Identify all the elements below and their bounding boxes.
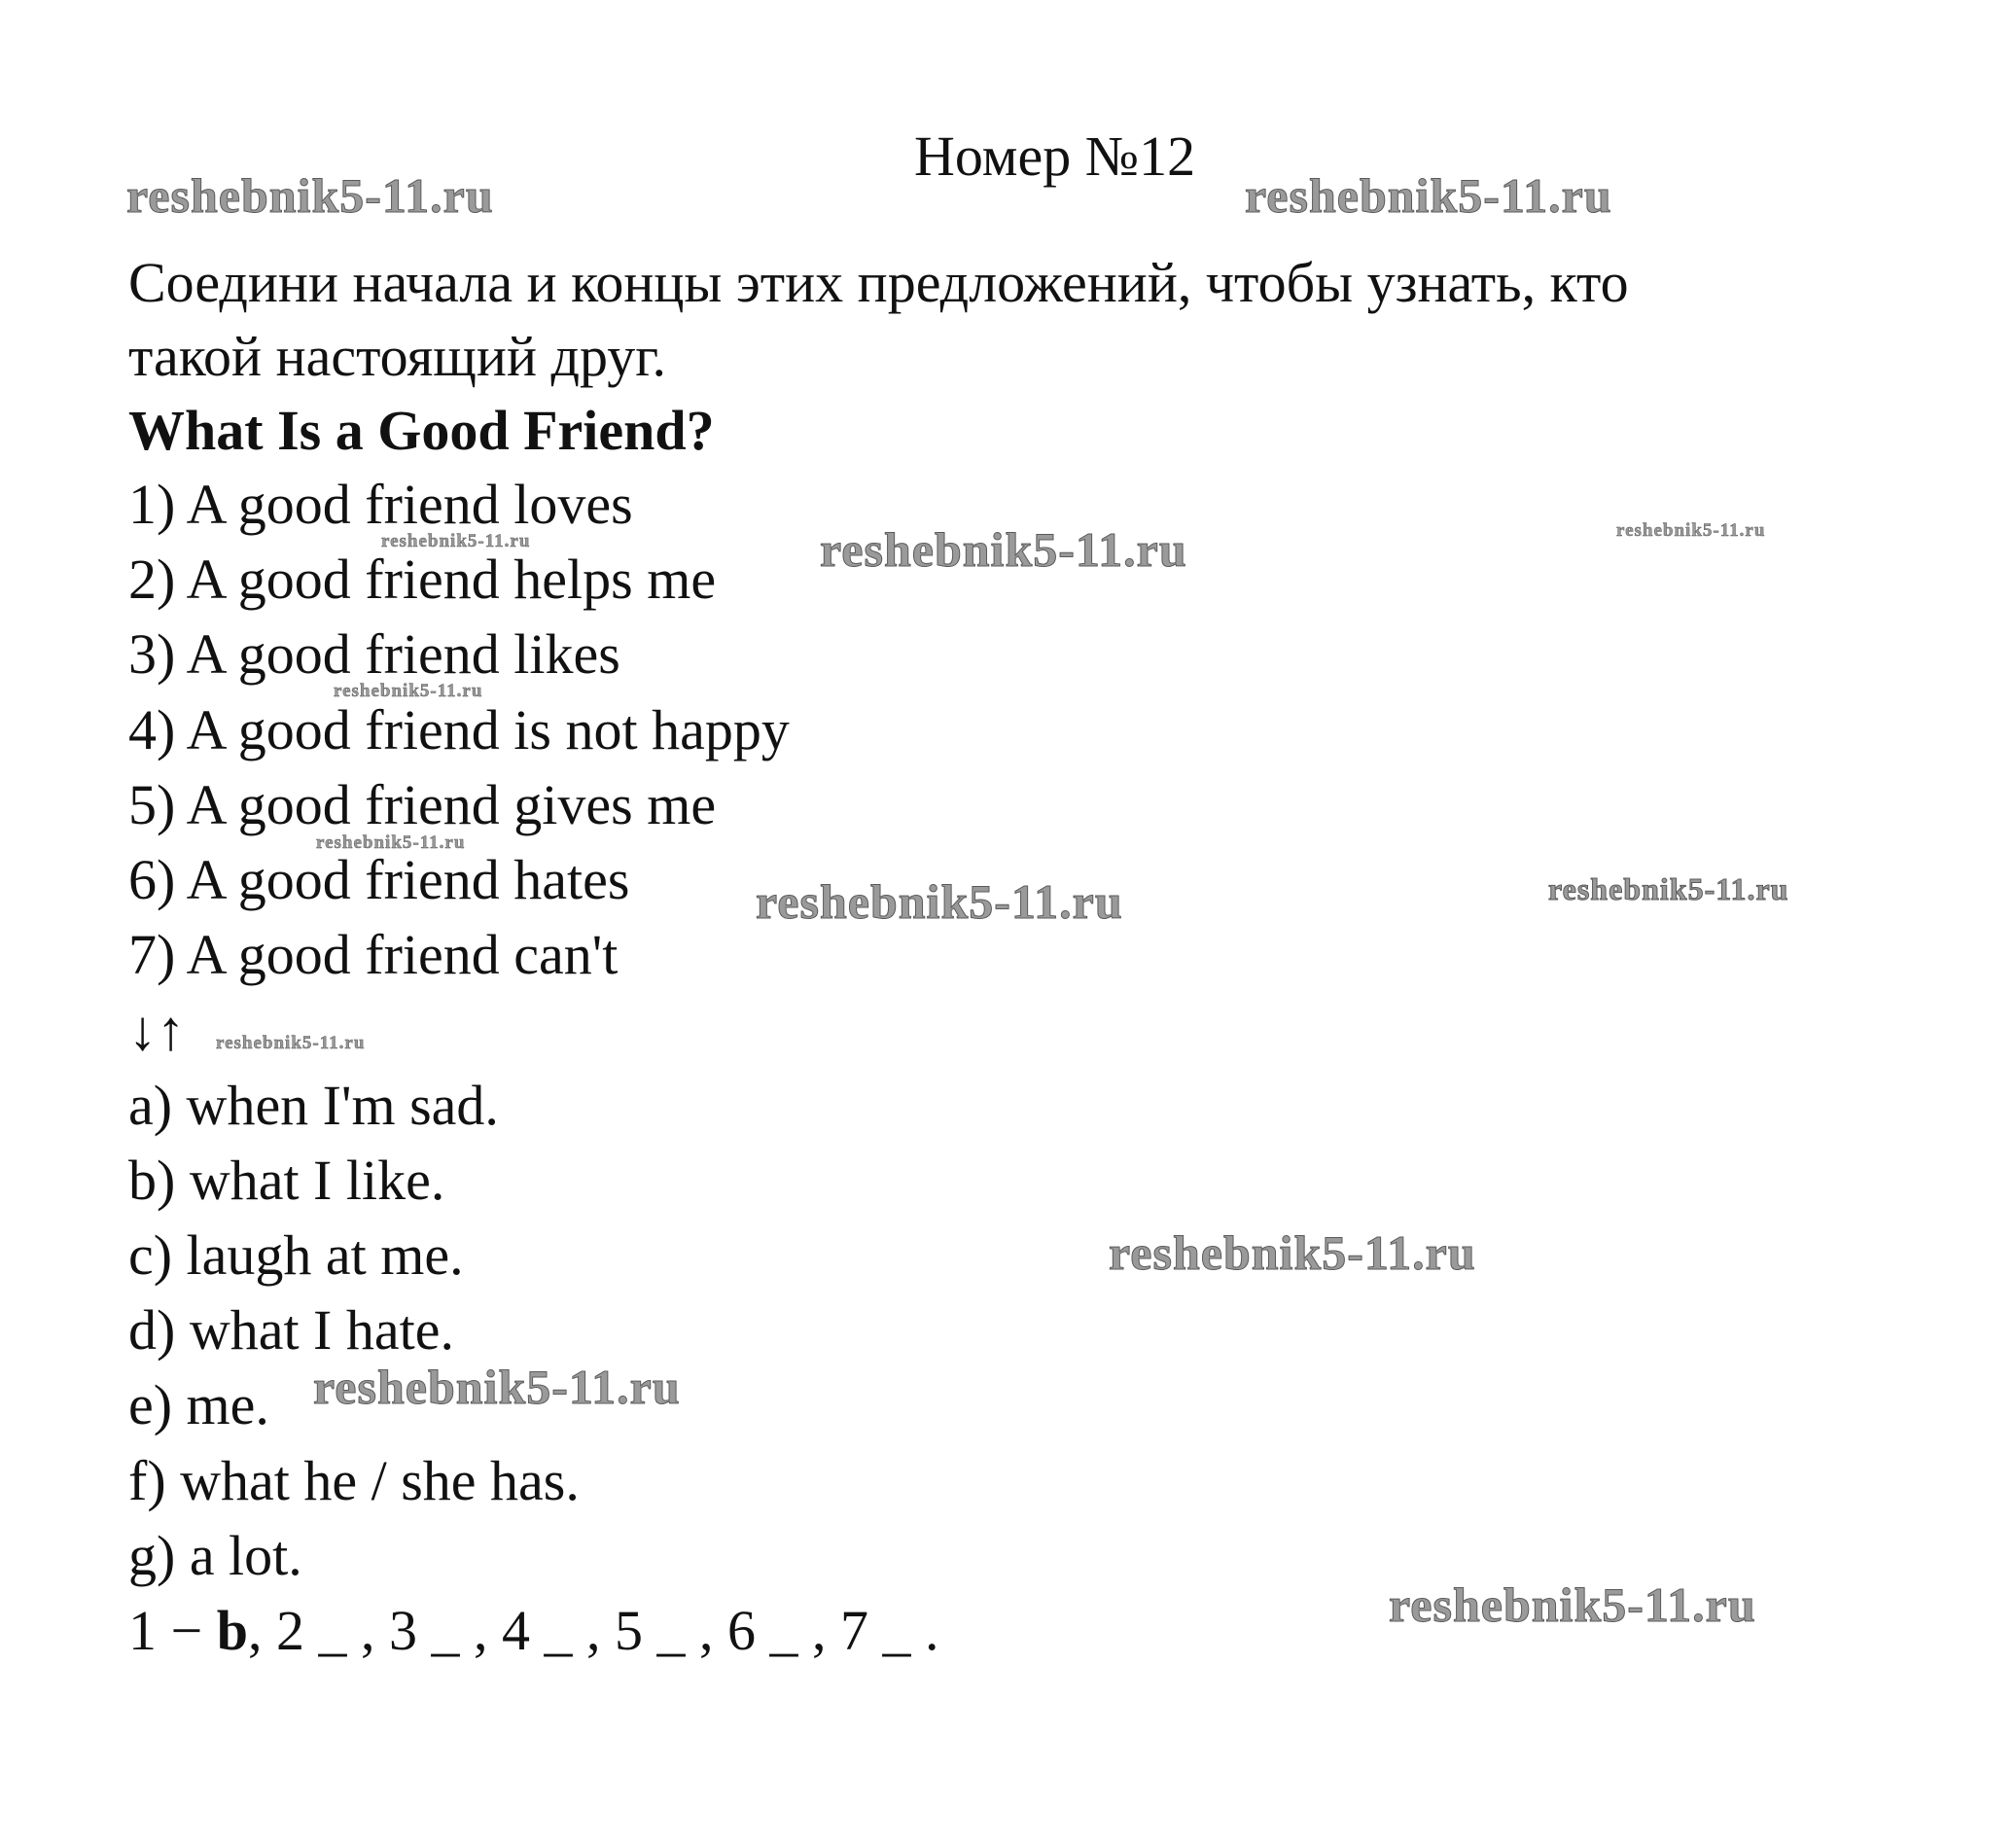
page-title: Номер №12: [914, 124, 1196, 188]
watermark: reshebnik5-11.ru: [381, 531, 531, 551]
answer-bold: b: [216, 1599, 248, 1662]
answer-rest: , 2 _ , 3 _ , 4 _ , 5 _ , 6 _ , 7 _ .: [247, 1599, 939, 1662]
beginning-item-5: 5) A good friend gives me: [128, 773, 717, 836]
watermark: reshebnik5-11.ru: [756, 874, 1123, 929]
watermark: reshebnik5-11.ru: [126, 168, 494, 223]
answer-prefix: 1 −: [128, 1599, 217, 1662]
beginning-item-4: 4) A good friend is not happy: [128, 698, 790, 761]
beginning-item-6: 6) A good friend hates: [128, 848, 630, 911]
ending-item-e: e) me.: [128, 1373, 269, 1436]
beginning-item-7: 7) A good friend can't: [128, 923, 619, 986]
ending-item-a: a) when I'm sad.: [128, 1074, 499, 1137]
watermark: reshebnik5-11.ru: [820, 522, 1187, 577]
ending-item-f: f) what he / she has.: [128, 1449, 580, 1512]
watermark: reshebnik5-11.ru: [1245, 168, 1612, 223]
beginning-item-3: 3) A good friend likes: [128, 622, 620, 686]
beginning-item-1: 1) A good friend loves: [128, 473, 633, 536]
ending-item-c: c) laugh at me.: [128, 1223, 464, 1287]
ending-item-b: b) what I like.: [128, 1149, 445, 1212]
watermark: reshebnik5-11.ru: [316, 832, 466, 853]
beginning-item-2: 2) A good friend helps me: [128, 548, 717, 611]
ending-item-d: d) what I hate.: [128, 1298, 454, 1362]
watermark: reshebnik5-11.ru: [216, 1033, 366, 1053]
ending-item-g: g) a lot.: [128, 1524, 302, 1587]
watermark: reshebnik5-11.ru: [1109, 1225, 1476, 1280]
watermark: reshebnik5-11.ru: [334, 681, 483, 701]
watermark: reshebnik5-11.ru: [1389, 1577, 1756, 1632]
instruction-line-2: такой настоящий друг.: [128, 325, 666, 388]
exercise-heading: What Is a Good Friend?: [128, 399, 715, 462]
arrows-icon: ↓↑: [128, 999, 185, 1062]
watermark: reshebnik5-11.ru: [313, 1360, 681, 1414]
instruction-line-1: Соедини начала и концы этих предложений, чтобы узнать, кто: [128, 251, 1629, 314]
watermark: reshebnik5-11.ru: [1548, 871, 1789, 906]
answer-line: [128, 1599, 939, 1662]
watermark: reshebnik5-11.ru: [1616, 520, 1766, 541]
